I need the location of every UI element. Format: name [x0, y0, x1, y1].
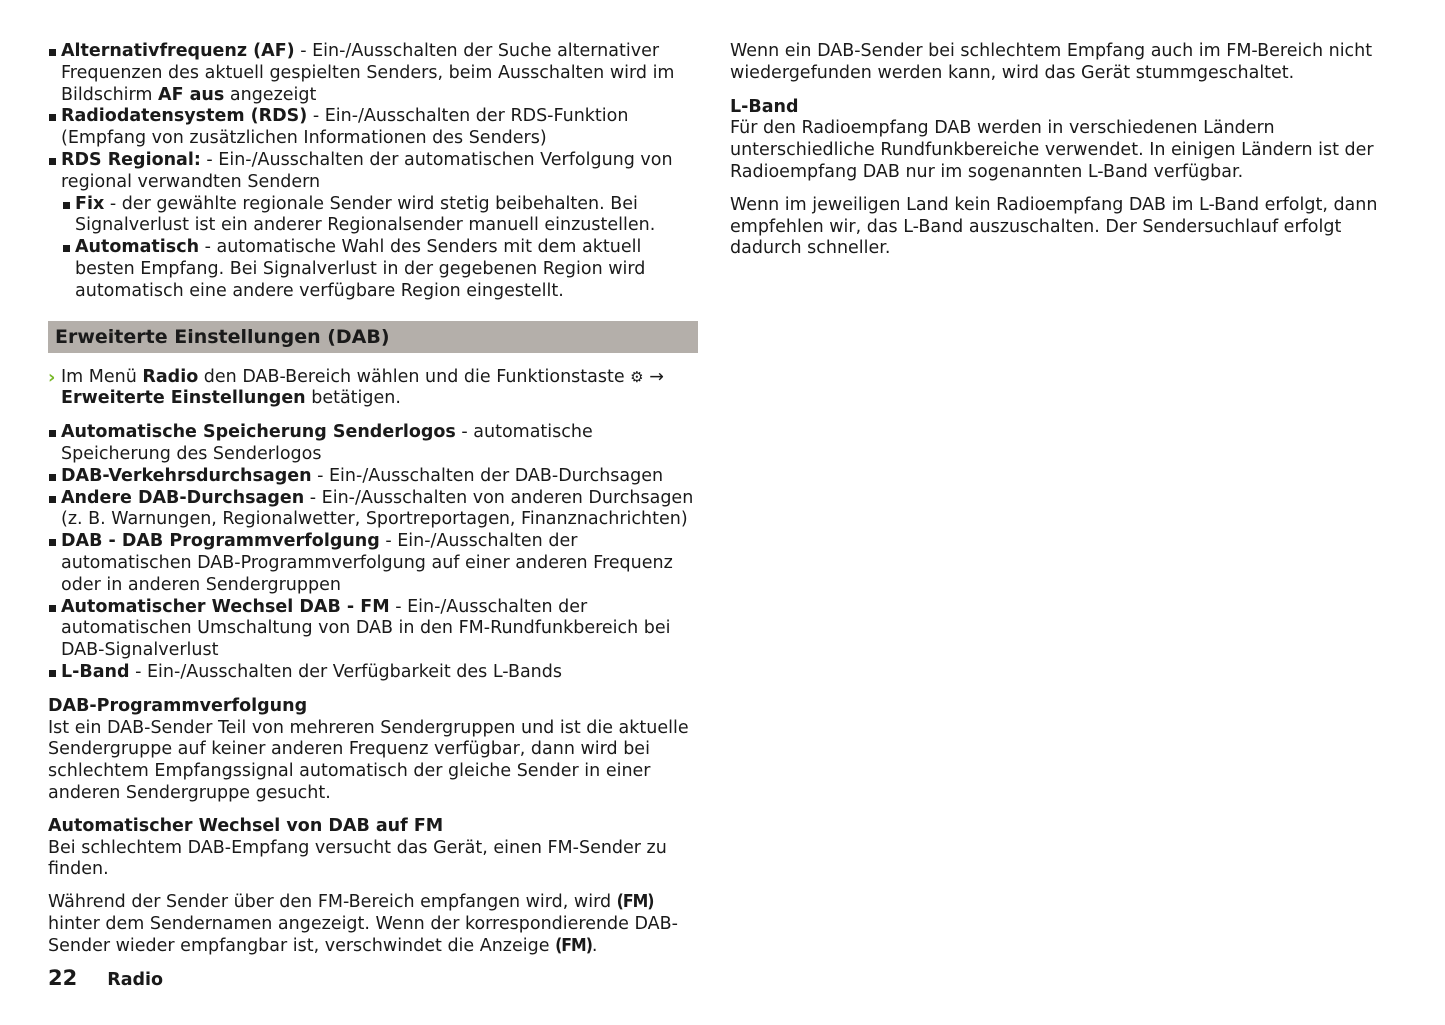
- bullet-square-icon: [48, 597, 61, 619]
- instruction-step: › Im Menü Radio den DAB-Bereich wählen und die Funktionstaste ⚙ → Erweiterte Einstellungen betätigen.: [48, 366, 664, 409]
- fm-indicator-icon: (FM): [616, 892, 654, 913]
- bullet-square-icon: [48, 150, 61, 172]
- gear-icon: ⚙: [630, 367, 644, 386]
- paragraph: Ist ein DAB-Sender Teil von mehreren Sendergruppen und ist die aktuelle Sendergruppe auf keiner anderen Frequenz verfügbar, dann wird bei schlechtem Empfangssignal automatisch der gleiche Sender in einer anderen Sendergruppe gesucht.: [48, 717, 689, 803]
- bullet-square-icon: [48, 662, 61, 684]
- chapter-title: Radio: [107, 970, 164, 990]
- sub-list-item: Fix - der gewählte regionale Sender wird stetig beibehalten. Bei Signalverlust ist ein anderer Regionalsender manuell einzustellen.: [62, 194, 698, 238]
- list-item: L-Band - Ein-/Ausschalten der Verfügbarkeit des L-Bands: [48, 662, 698, 684]
- list-item: Alternativfrequenz (AF) - Ein-/Ausschalten der Suche alternativer Frequenzen des aktuell gespielten Senders, beim Ausschalten wird im Bildschirm AF aus angezeigt: [48, 41, 698, 106]
- bullet-square-icon: [48, 106, 61, 128]
- list-item: Automatischer Wechsel DAB - FM - Ein-/Ausschalten der automatischen Umschaltung von DAB in den FM-Rundfunkbereich bei DAB-Signalverlust: [48, 597, 698, 662]
- paragraph: Wenn ein DAB-Sender bei schlechtem Empfang auch im FM-Bereich nicht wiedergefunden werden kann, wird das Gerät stummgeschaltet.: [730, 41, 1373, 83]
- fm-indicator-icon: (FM): [555, 935, 592, 956]
- bullet-square-icon: [48, 531, 61, 553]
- subsection-title: DAB-Programmverfolgung: [48, 695, 308, 716]
- right-column: [730, 41, 1380, 271]
- list-item: RDS Regional: - Ein-/Ausschalten der automatischen Verfolgung von regional verwandten Sendern: [48, 150, 698, 194]
- bullet-square-icon: [48, 466, 61, 488]
- page-footer: [48, 968, 163, 992]
- subsection-title: L-Band: [730, 96, 799, 117]
- bullet-square-icon: [62, 237, 75, 259]
- paragraph: Bei schlechtem DAB-Empfang versucht das Gerät, einen FM-Sender zu finden.: [48, 837, 667, 880]
- list-item: DAB-Verkehrsdurchsagen - Ein-/Ausschalten der DAB-Durchsagen: [48, 466, 698, 488]
- paragraph: Während der Sender über den FM-Bereich empfangen wird, wird (FM) hinter dem Sendernamen angezeigt. Wenn der korrespondierende DAB-Sender wieder empfangbar ist, verschwindet die Anzeige (FM).: [48, 892, 678, 956]
- list-item: Andere DAB-Durchsagen - Ein-/Ausschalten von anderen Durchsagen (z. B. Warnungen, Regionalwetter, Sportreportagen, Finanznachrichten): [48, 488, 698, 532]
- step-arrow-icon: ›: [48, 366, 56, 388]
- list-item: DAB - DAB Programmverfolgung - Ein-/Ausschalten der automatischen DAB-Programmverfolgung auf einer anderen Frequenz oder in anderen Sendergruppen: [48, 531, 698, 596]
- paragraph: Für den Radioempfang DAB werden in verschiedenen Ländern unterschiedliche Rundfunkbereiche verwendet. In einigen Ländern ist der Radioempfang DAB nur im sogenannten L-Band verfügbar.: [730, 118, 1374, 182]
- section-heading: Erweiterte Einstellungen (DAB): [48, 321, 698, 353]
- subsection-title: Automatischer Wechsel von DAB auf FM: [48, 815, 444, 836]
- sub-list-item: Automatisch - automatische Wahl des Senders mit dem aktuell besten Empfang. Bei Signalverlust in der gegebenen Region wird automatisch eine andere verfügbare Region eingestellt.: [62, 237, 698, 302]
- bullet-square-icon: [48, 41, 61, 63]
- list-item: Radiodatensystem (RDS) - Ein-/Ausschalten der RDS-Funktion (Empfang von zusätzlichen Informationen des Senders): [48, 106, 698, 150]
- list-item: Automatische Speicherung Senderlogos - automatische Speicherung des Senderlogos: [48, 422, 698, 466]
- paragraph: Wenn im jeweiligen Land kein Radioempfang DAB im L-Band erfolgt, dann empfehlen wir, das L-Band auszuschalten. Der Sendersuchlauf erfolgt dadurch schneller.: [730, 194, 1378, 259]
- page-number: 22: [48, 966, 78, 990]
- bullet-square-icon: [48, 488, 61, 510]
- left-column: [48, 41, 698, 968]
- bullet-square-icon: [62, 194, 75, 216]
- bullet-square-icon: [48, 422, 61, 444]
